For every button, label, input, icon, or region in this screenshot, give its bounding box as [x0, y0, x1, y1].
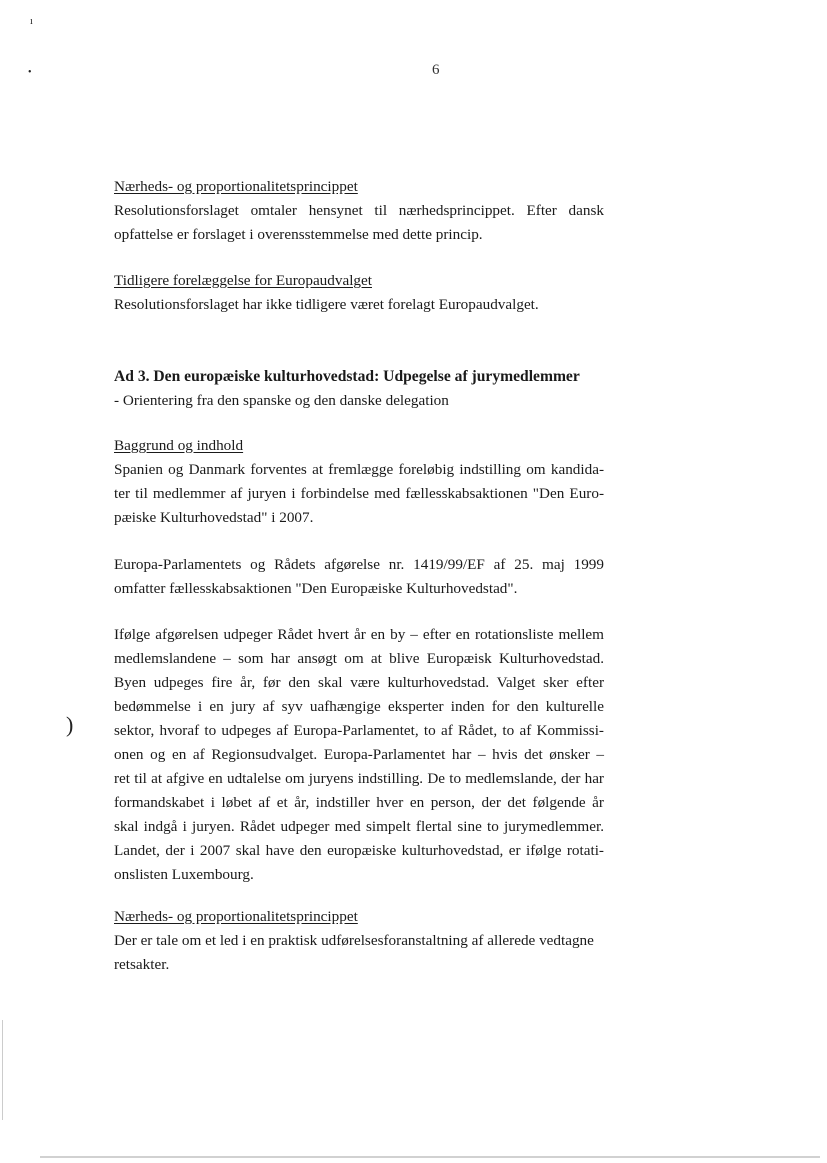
text-line: Landet, der i 2007 skal have den europæiske kulturhovedstad, er ifølge rotati- [114, 842, 604, 859]
text-line: bedømmelse i en jury af syv uafhængige eksperter inden for den kulturelle [114, 698, 604, 715]
text-line: formandskabet i løbet af et år, indstiller hver en person, der det følgende år [114, 794, 604, 811]
text-line: ter til medlemmer af juryen i forbindelse med fællesskabsaktionen "Den Euro- [114, 485, 604, 502]
text-line: Ifølge afgørelsen udpeger Rådet hvert år en by – efter en rotationsliste mellem [114, 626, 604, 643]
paragraph-procedure [114, 623, 604, 887]
text-line: medlemslandene – som har ansøgt om at blive Europæisk Kulturhovedstad. [114, 650, 604, 667]
section-heading: Nærheds- og proportionalitetsprincippet [114, 908, 358, 925]
text-line: opfattelse er forslaget i overensstemmelse med dette princip. [114, 226, 483, 243]
section-subsidiarity-2 [114, 905, 604, 977]
text-line: Resolutionsforslaget omtaler hensynet til nærhedsprincippet. Efter dansk [114, 202, 604, 219]
margin-mark-bullet: • [28, 67, 32, 78]
text-line: ret til at afgive en udtalelse om juryens indstilling. De to medlemslande, der har [114, 770, 604, 787]
text-line: Europa-Parlamentets og Rådets afgørelse nr. 1419/99/EF af 25. maj 1999 [114, 556, 604, 573]
page-number: 6 [432, 62, 440, 78]
agenda-item-subtitle: - Orientering fra den spanske og den danske delegation [114, 392, 449, 409]
text-line: retsakter. [114, 956, 170, 973]
agenda-item-title: Ad 3. Den europæiske kulturhovedstad: Udpegelse af jurymedlemmer [114, 368, 580, 385]
section-heading: Nærheds- og proportionalitetsprincippet [114, 178, 358, 195]
scan-edge-left [2, 1020, 3, 1120]
section-subsidiarity-1 [114, 175, 604, 247]
text-line: Byen udpeges fire år, før den skal være kulturhovedstad. Valget sker efter [114, 674, 604, 691]
scan-edge-bottom [40, 1156, 820, 1158]
text-line: skal indgå i juryen. Rådet udpeger med simpelt flertal sine to jurymedlemmer. [114, 818, 604, 835]
text-line: Der er tale om et led i en praktisk udførelsesforanstaltning af allerede vedtagne [114, 932, 594, 949]
margin-mark-top: ı [30, 16, 33, 27]
section-prior-presentation [114, 269, 604, 317]
text-line: sektor, hvoraf to udpeges af Europa-Parlamentet, to af Rådet, to af Kommissi- [114, 722, 604, 739]
text-line: omfatter fællesskabsaktionen "Den Europæiske Kulturhovedstad". [114, 580, 518, 597]
paragraph-decision [114, 553, 604, 601]
text-line: pæiske Kulturhovedstad" i 2007. [114, 509, 314, 526]
text-line: onen og en af Regionsudvalget. Europa-Parlamentet har – hvis det ønsker – [114, 746, 604, 763]
section-heading: Baggrund og indhold [114, 437, 244, 454]
text-line: onslisten Luxembourg. [114, 866, 254, 883]
text-line: Spanien og Danmark forventes at fremlægge foreløbig indstilling om kandida- [114, 461, 604, 478]
text-line: Resolutionsforslaget har ikke tidligere været forelagt Europaudvalget. [114, 296, 539, 313]
margin-parenthesis: ) [66, 712, 74, 737]
section-background [114, 434, 604, 530]
section-heading: Tidligere forelæggelse for Europaudvalget [114, 272, 372, 289]
agenda-item-3 [114, 365, 614, 413]
